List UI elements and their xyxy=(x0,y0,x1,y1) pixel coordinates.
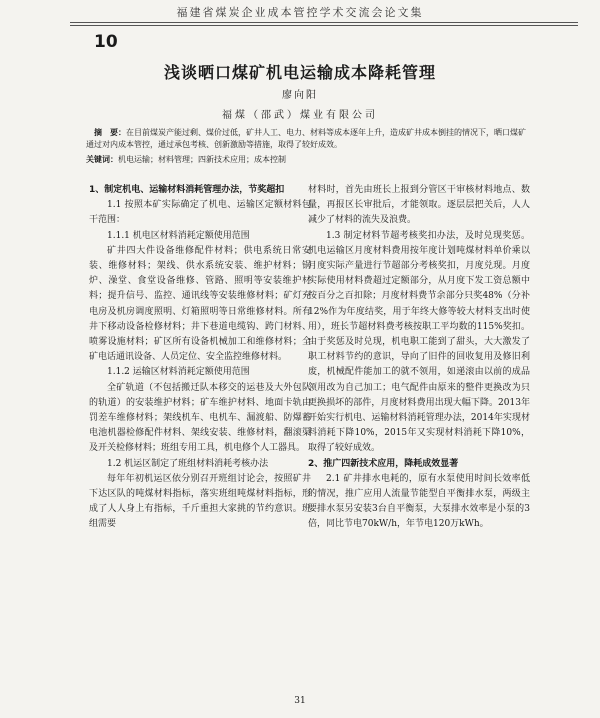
header-rule xyxy=(70,22,578,26)
abstract-text: 在目前煤炭产能过剩、煤价过低，矿井人工、电力、材料等成本逐年上升，造成矿井成本倒挂的情况下，晒口煤矿通过对内成本管控，通过承包考核、创新激励等措施，取得了较好成效。 xyxy=(86,128,526,149)
body-paragraph: 2.1 矿井排水电耗的，原有水泵使用时间长效率低的情况，推广应用人流量节能型自平衡排水泵，两级主要排水泵另安装3台自平衡泵，大泵排水效率是小泵的3倍，同比节电70kW/h，年节电120万kWh。 xyxy=(308,473,530,530)
section-heading: 2、推广四新技术应用，降耗成效显著 xyxy=(308,458,459,469)
body-paragraph: 全矿轨道（不包括搬迁队本移交的运巷及大外包队的轨道）的安装维护材料；矿车维护材料、地面卡轨由罚差车维修材料；架线机车、电机车、漏渡船、防爆蓄电池机器检修配件材料、架线安装、维修材料，翻滚渠及开关检修材料；班组专用工具，机电修个人工器具。 xyxy=(89,382,311,454)
page-number: 31 xyxy=(294,696,306,706)
author-name: 廖向阳 xyxy=(282,90,318,101)
body-paragraph: 1.2 机运区制定了班组材料消耗考核办法 xyxy=(107,458,269,469)
keywords-label: 关键词： xyxy=(86,155,118,164)
author-affiliation: 福煤（邵武）煤业有限公司 xyxy=(222,110,378,121)
body-paragraph: 材料时，首先由班长上报到分管区干审核材料地点、数量，再报区长审批后，才能领取。逐层层把关后，人人减少了材料的流失及浪费。 xyxy=(308,185,530,226)
running-header: 福建省煤炭企业成本管控学术交流会论文集 xyxy=(176,6,424,19)
body-paragraph: 1.1 按照本矿实际确定了机电、运输区定额材料包干范围： xyxy=(89,200,311,226)
keywords-text: 机电运输；材料管理；四新技术应用；成本控制 xyxy=(118,155,286,164)
abstract xyxy=(86,127,530,151)
keywords xyxy=(86,154,530,166)
article-number: 10 xyxy=(94,32,118,52)
body-column-left xyxy=(89,183,311,533)
article-title: 浅谈晒口煤矿机电运输成本降耗管理 xyxy=(163,63,436,82)
body-paragraph: 1.1.1 机电区材料消耗定额使用范围 xyxy=(107,230,250,241)
abstract-label: 摘 要： xyxy=(94,128,126,137)
section-heading: 1、制定机电、运输材料消耗管理办法，节奖超扣 xyxy=(89,185,285,195)
body-paragraph: 1.3 制定材料节超考核奖扣办法，及时兑现奖惩。机电运输区月度材料费用按年度计划吨煤材料单价乘以月度实际产量进行节超部分考核奖扣，月度兑现。月度实际使用材料费超过定额部分，从月度下发工资总额中按百分之百扣除；月度材料费节余部分只奖48%（分补12%作为年度结奖，用于年终大修等较大材料支出时使用），班长节超材料费考核按职工平均数的115%奖扣。由于奖惩及时兑现，机电职工能到了甜头，大大激发了职工材料节约的意识，导向了旧件的回收复用及修旧利废，机械配件能加工的就不领用，如递滚由以前的成品领用改为自己加工；电气配件由原来的整件更换改为只更换损坏的部件，月度材料费用出现大幅下降。2013年开始实行机电、运输材料消耗管理办法，2014年实现材料消耗下降10%，2015年又实现材料消耗下降10%，取得了较好成效。 xyxy=(308,230,530,454)
body-column-right xyxy=(308,183,530,533)
body-paragraph: 每年年初机运区依分别召开班组讨论会，按照矿井下达区队的吨煤材料指标，落实班组吨煤材料指标，形成了人人身上有指标，千斤重担大家挑的节约意识。班组需要 xyxy=(89,473,311,530)
body-paragraph: 1.1.2 运输区材料消耗定额使用范围 xyxy=(107,367,250,378)
body-paragraph: 矿井四大件设备维修配件材料；供电系统日常安装、维修材料；架线、供水系统安装、维护材料；锅炉、澡堂、食堂设备维修、管路、照明等安装维护材料；提升信号、监控、通讯线等安装维修材料；矿灯充电房及机房调度照明、灯箱照明等日常维修材料。所有井下移动设备检修材料；井下巷道电缆钩、跨门材料、喷雾设施材料；矿区所有设备机械加工和维修材料；全矿电话通讯设备、人员定位、安全监控维修材料。 xyxy=(89,245,311,363)
